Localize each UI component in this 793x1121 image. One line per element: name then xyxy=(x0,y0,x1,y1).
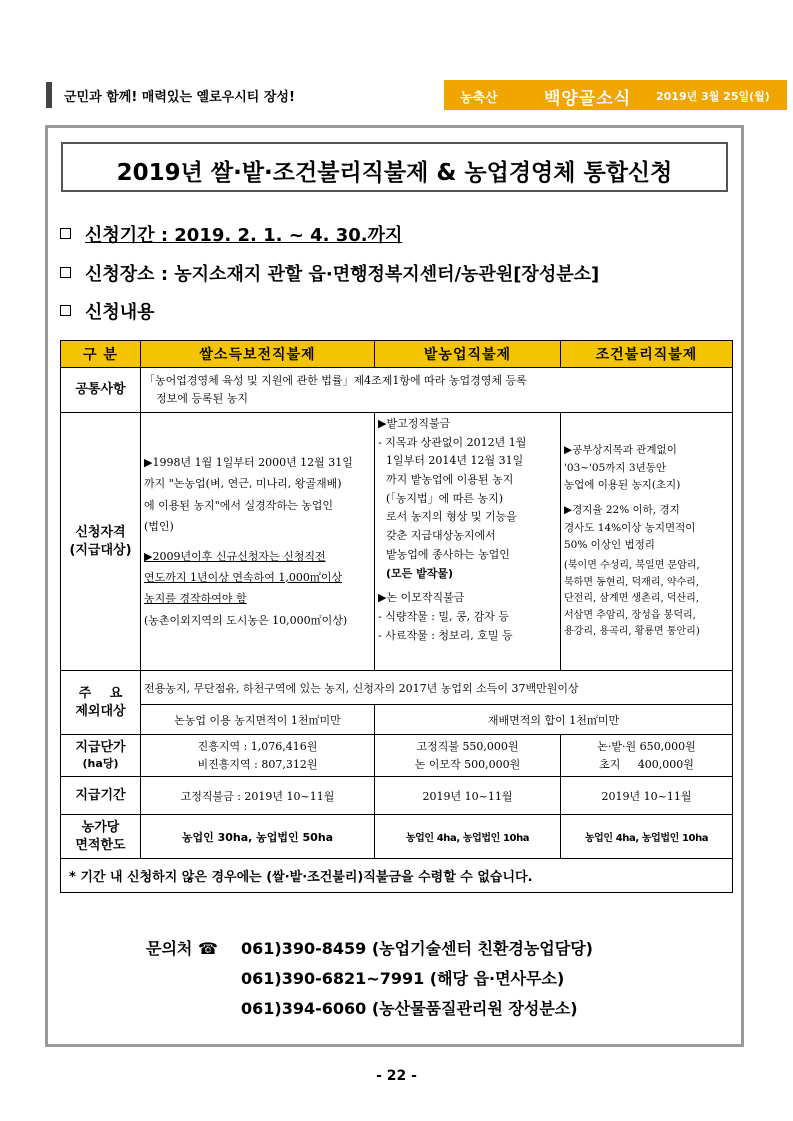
row-label-payment-period: 지급기간 xyxy=(61,777,141,815)
bullet-period xyxy=(60,221,402,247)
table-row-payment-period xyxy=(61,777,733,815)
article-frame xyxy=(45,125,744,1047)
price-line: 논·밭·원 650,000원 xyxy=(597,739,696,753)
qual-line: 서삼면 추암리, 장성읍 봉덕리, xyxy=(564,609,696,621)
header-publication-tag xyxy=(444,80,787,110)
label-line: 지급단가 xyxy=(75,740,126,756)
bullet-place xyxy=(60,260,599,286)
table-row-note xyxy=(61,859,733,893)
payment-period-rice: 고정직불금 : 2019년 10~11월 xyxy=(141,777,375,815)
price-line: 진흥지역 : 1,076,416원 xyxy=(197,739,318,753)
price-line: 비진흥지역 : 807,312원 xyxy=(197,757,318,771)
unit-price-disadvantaged xyxy=(561,735,733,777)
price-line: 고정직불 550,000원 xyxy=(416,739,519,753)
qual-line: (법인) xyxy=(144,520,174,534)
exclusion-common: 전용농지, 무단점유, 하천구역에 있는 농지, 신청자의 2017년 농업외 소득이 37백만원이상 xyxy=(141,671,733,705)
qual-line: 밭농업에 종사하는 농업인 xyxy=(386,547,510,561)
qual-line: 단전리, 삼계면 생촌리, 덕산리, xyxy=(564,593,699,605)
qual-line: 1일부터 2014년 12월 31일 xyxy=(386,454,524,468)
common-line: 「농어업경영체 육성 및 지원에 관한 법률」제4조제1항에 따라 농업경영체 등록 xyxy=(144,374,527,388)
deadline-note: * 기간 내 신청하지 않은 경우에는 (쌀·밭·조건불리)직불금을 수령할 수 없습니다. xyxy=(61,859,733,893)
qual-line: 50% 이상인 법정리 xyxy=(564,538,655,551)
qual-line: 까지 밭농업에 이용된 농지 xyxy=(386,473,514,487)
label-line: 면적한도 xyxy=(75,837,126,853)
qual-line: (「농지법」에 따른 농지) xyxy=(386,491,504,505)
qual-line: ▶밭고정직불금 xyxy=(378,417,451,430)
header-category: 구 분 xyxy=(61,341,141,368)
row-label-unit-price xyxy=(61,735,141,777)
row-label-common: 공통사항 xyxy=(61,368,141,413)
header-category: 농축산 xyxy=(460,91,498,106)
qual-line: ▶공부상지목과 관계없이 xyxy=(564,444,677,457)
label-line: 주 요 xyxy=(78,685,123,701)
exclusion-rice: 논농업 이용 농지면적이 1천㎡미만 xyxy=(141,705,375,735)
table-row-exclusion-common xyxy=(61,671,733,705)
header-field: 밭농업직불제 xyxy=(375,341,561,368)
contact-label: 문의처 ☎ xyxy=(146,939,218,958)
qual-line: 경사도 14%이상 농지면적이 xyxy=(564,521,696,534)
header-slogan: 군민과 함께! 매력있는 옐로우시티 장성! xyxy=(64,90,295,105)
qual-line: 용강리, 용곡리, 황룡면 통안리) xyxy=(564,626,700,638)
common-requirement xyxy=(141,368,733,413)
qual-line: ▶1998년 1월 1일부터 2000년 12월 31일 xyxy=(144,455,353,469)
table-row-qualification xyxy=(61,413,733,671)
table-row-exclusion-detail xyxy=(61,705,733,735)
qualification-disadvantaged xyxy=(561,413,733,671)
row-label-area-limit xyxy=(61,815,141,859)
content-text: 신청내용 xyxy=(85,302,155,323)
qual-line: - 지목과 상관없이 2012년 1월 xyxy=(378,435,527,449)
row-label-exclusion xyxy=(61,671,141,735)
bullet-content xyxy=(60,298,155,324)
table-header-row xyxy=(61,341,733,368)
area-limit-field: 농업인 4ha, 농업법인 10ha xyxy=(375,815,561,859)
contact-number: 061)394-6060 (농산물품질관리원 장성분소) xyxy=(241,999,578,1018)
header-disadvantaged: 조건불리직불제 xyxy=(561,341,733,368)
page-number: - 22 - xyxy=(376,1068,417,1084)
payment-period-disadvantaged: 2019년 10~11월 xyxy=(561,777,733,815)
header-accent-bar xyxy=(46,82,52,108)
qual-line: - 식량작물 : 밀, 콩, 감자 등 xyxy=(378,609,510,623)
header-rice: 쌀소득보전직불제 xyxy=(141,341,375,368)
table-row-unit-price xyxy=(61,735,733,777)
article-title: 2019년 쌀·밭·조건불리직불제 & 농업경영체 통합신청 xyxy=(116,160,673,186)
payment-period-field: 2019년 10~11월 xyxy=(375,777,561,815)
checkbox-square-icon xyxy=(60,267,71,278)
area-limit-disadvantaged: 농업인 4ha, 농업법인 10ha xyxy=(561,815,733,859)
qual-line: ▶논 이모작직불금 xyxy=(378,591,465,605)
area-limit-rice: 농업인 30ha, 농업법인 50ha xyxy=(141,815,375,859)
qual-line: 북하면 동현리, 덕재리, 약수리, xyxy=(564,576,699,588)
checkbox-square-icon xyxy=(60,228,71,239)
qual-line: 에 이용된 농지"에서 실경작하는 농업인 xyxy=(144,498,334,512)
qual-line: '03~'05까지 3년동안 xyxy=(564,461,667,474)
qual-line: (북이면 수성리, 북일면 문암리, xyxy=(564,560,700,572)
label-line: 신청자격 xyxy=(75,524,126,540)
label-line: (ha당) xyxy=(82,756,119,770)
subsidy-table xyxy=(60,340,733,893)
place-text: 신청장소 : 농지소재지 관할 읍·면행정복지센터/농관원[장성분소] xyxy=(85,264,600,285)
price-line: 논 이모작 500,000원 xyxy=(414,757,521,771)
qual-line: 갖춘 지급대상농지에서 xyxy=(386,529,496,543)
qual-line: 농지를 경작하여야 함 xyxy=(144,592,247,606)
contact-number: 061)390-6821~7991 (해당 읍·면사무소) xyxy=(241,969,565,988)
page-header xyxy=(46,80,770,112)
unit-price-rice xyxy=(141,735,375,777)
qual-line: - 사료작물 : 청보리, 호밀 등 xyxy=(378,628,513,642)
title-box xyxy=(61,142,728,192)
label-line: 제외대상 xyxy=(75,703,126,719)
checkbox-square-icon xyxy=(60,305,71,316)
qual-line: ▶경지율 22% 이하, 경지 xyxy=(564,504,680,517)
qual-line: (농촌이외지역의 도시농은 10,000㎡이상) xyxy=(144,613,348,627)
qual-line: ▶2009년이후 신규신청자는 신청직전 xyxy=(144,549,326,563)
table-row-area-limit xyxy=(61,815,733,859)
qual-line: 농업에 이용된 농지(초지) xyxy=(564,478,681,491)
header-date: 2019년 3월 25일(월) xyxy=(656,90,770,103)
exclusion-other: 재배면적의 합이 1천㎡미만 xyxy=(375,705,733,735)
qualification-field xyxy=(375,413,561,671)
common-line: 정보에 등록된 농지 xyxy=(156,392,249,405)
unit-price-field xyxy=(375,735,561,777)
qual-line: 연도까지 1년이상 연속하여 1,000㎡이상 xyxy=(144,570,343,584)
row-label-qualification xyxy=(61,413,141,671)
header-publication: 백양골소식 xyxy=(544,89,632,109)
qualification-rice xyxy=(141,413,375,671)
qual-line: 로서 농지의 형상 및 기능을 xyxy=(386,510,517,524)
label-line: 농가당 xyxy=(81,819,120,835)
label-line: (지급대상) xyxy=(69,542,132,558)
period-text: 신청기간 : 2019. 2. 1. ~ 4. 30.까지 xyxy=(85,225,403,246)
qual-line: (모든 밭작물) xyxy=(386,566,454,580)
price-line: 초지 400,000원 xyxy=(599,757,694,771)
contact-number: 061)390-8459 (농업기술센터 친환경농업담당) xyxy=(241,939,593,958)
table-row-common xyxy=(61,368,733,413)
qual-line: 까지 "논농업(벼, 연근, 미나리, 왕골재배) xyxy=(144,477,342,491)
